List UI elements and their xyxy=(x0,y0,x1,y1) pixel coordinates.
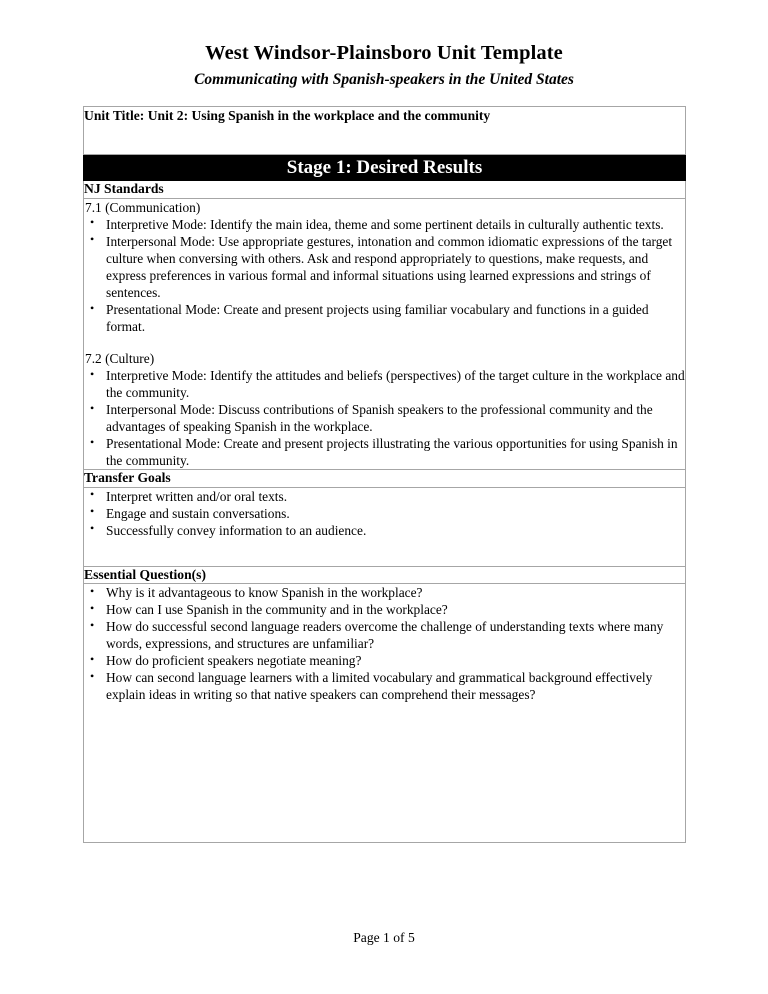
page-subtitle: Communicating with Spanish-speakers in the United States xyxy=(194,70,574,88)
essential-questions-body-cell xyxy=(84,584,686,843)
list-item: • Successfully convey information to an audience. xyxy=(84,522,685,539)
essential-questions-label-row xyxy=(84,566,686,584)
transfer-goals-list xyxy=(84,488,685,539)
list-item: • Engage and sustain conversations. xyxy=(84,505,685,522)
list-item: • Interpersonal Mode: Discuss contributions of Spanish speakers to the professional community and the advantages of speaking Spanish in the workplace. xyxy=(84,401,685,435)
transfer-goals-label: Transfer Goals xyxy=(84,470,171,486)
list-item: • Interpret written and/or oral texts. xyxy=(84,488,685,505)
transfer-goals-label-cell xyxy=(84,470,686,488)
page-title: West Windsor-Plainsboro Unit Template xyxy=(205,42,563,64)
list-item: • How can second language learners with a limited vocabulary and grammatical background effectively explain ideas in writing so that native speakers can comprehend their messages? xyxy=(84,669,685,703)
transfer-goals-body-row xyxy=(84,487,686,566)
standard-group-1-list xyxy=(84,216,685,335)
page-footer: Page 1 of 5 xyxy=(353,930,415,945)
standard-group-2-list xyxy=(84,367,685,469)
essential-questions-list xyxy=(84,584,685,703)
stage-banner-cell xyxy=(84,155,686,181)
list-item: • How do successful second language readers overcome the challenge of understanding texts where many words, expressions, and structures are unfamiliar? xyxy=(84,618,685,652)
nj-standards-label-row xyxy=(84,181,686,199)
list-item: • Presentational Mode: Create and present projects illustrating the various opportunities for using Spanish in the community. xyxy=(84,435,685,469)
transfer-goals-label-row xyxy=(84,470,686,488)
unit-template-table xyxy=(83,106,686,843)
unit-title-row xyxy=(84,107,686,155)
nj-standards-label-cell xyxy=(84,181,686,199)
unit-title-text: Unit Title: Unit 2: Using Spanish in the workplace and the community xyxy=(84,108,491,124)
nj-standards-body-cell xyxy=(84,198,686,469)
list-item: • Why is it advantageous to know Spanish in the workplace? xyxy=(84,584,685,601)
list-item: • Presentational Mode: Create and present projects using familiar vocabulary and functions in a guided format. xyxy=(84,301,685,335)
essential-questions-label-cell xyxy=(84,566,686,584)
standards-group-spacer xyxy=(84,335,685,350)
list-item: • Interpersonal Mode: Use appropriate gestures, intonation and common idiomatic expressions of the target culture when conversing with others. Ask and respond appropriately to questions, make requests, and express preferences in various formal and informal situations using learned expressions and strings of sentences. xyxy=(84,233,685,301)
list-item: • How do proficient speakers negotiate meaning? xyxy=(84,652,685,669)
list-item: • How can I use Spanish in the community and in the workplace? xyxy=(84,601,685,618)
stage-banner-row xyxy=(84,155,686,181)
nj-standards-body-row xyxy=(84,198,686,469)
essential-questions-body-row xyxy=(84,584,686,843)
unit-title-cell xyxy=(84,107,686,155)
standard-group-1-heading: 7.1 (Communication) xyxy=(85,199,201,215)
standard-group-2-heading: 7.2 (Culture) xyxy=(85,351,155,367)
stage-banner-text: Stage 1: Desired Results xyxy=(286,157,483,179)
list-item: • Interpretive Mode: Identify the main idea, theme and some pertinent details in culturally authentic texts. xyxy=(84,216,685,233)
transfer-goals-body-cell xyxy=(84,487,686,566)
essential-questions-label: Essential Question(s) xyxy=(84,566,206,582)
list-item: • Interpretive Mode: Identify the attitudes and beliefs (perspectives) of the target culture in the workplace and the community. xyxy=(84,367,685,401)
nj-standards-label: NJ Standards xyxy=(84,181,164,197)
